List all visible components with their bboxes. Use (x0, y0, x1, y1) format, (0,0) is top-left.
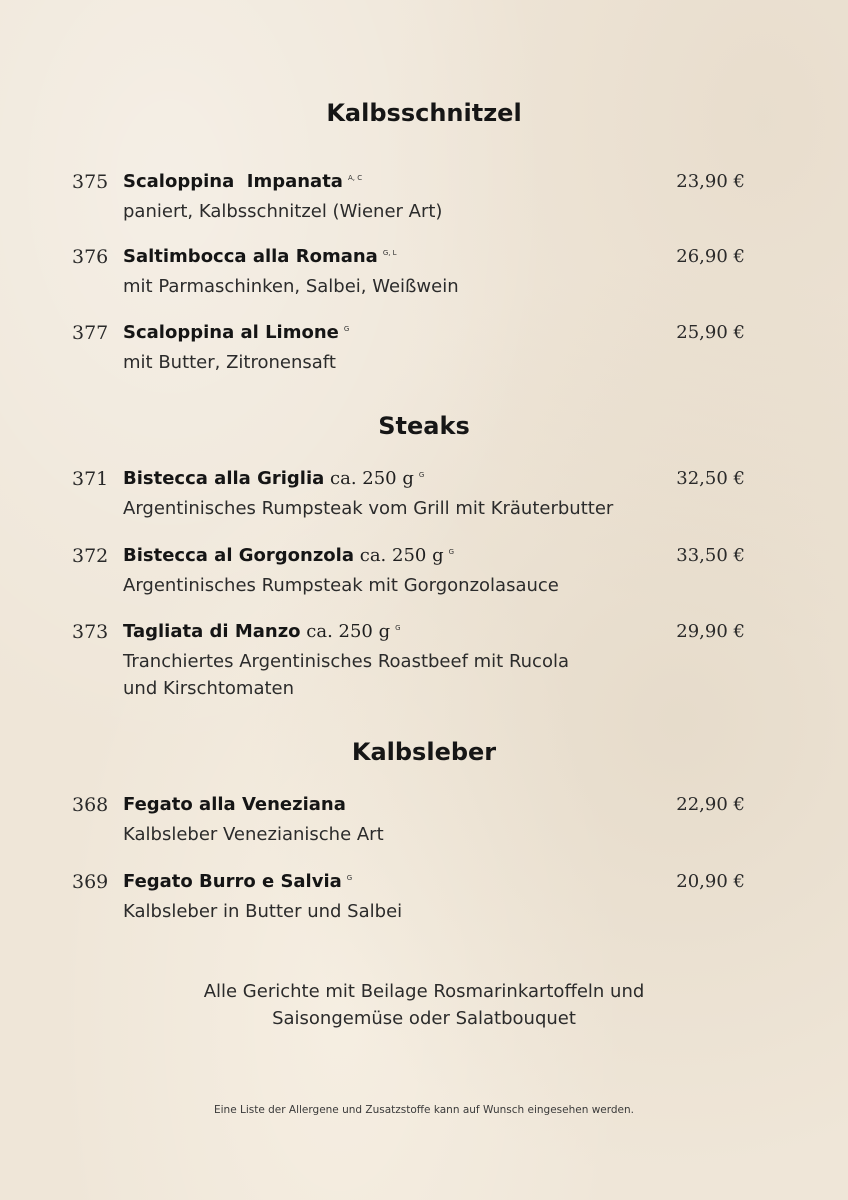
allergen-footer-note: Eine Liste der Allergene und Zusatzstoffe kann auf Wunsch eingesehen werden. (213, 1104, 634, 1116)
item-name: Bistecca al Gorgonzola (123, 545, 354, 566)
item-name: Fegato alla Veneziana (123, 794, 346, 815)
item-name: Saltimbocca alla Romana (123, 246, 378, 267)
item-description: mit Parmaschinken, Salbei, Weißwein (123, 276, 459, 297)
item-name-line (123, 794, 346, 815)
item-description: Kalbsleber in Butter und Salbei (123, 901, 403, 922)
item-number: 376 (72, 246, 109, 268)
item-name: Bistecca alla Griglia (123, 468, 325, 489)
item-price: 33,50 € (676, 545, 745, 566)
item-description: Argentinisches Rumpsteak vom Grill mit Kräuterbutter (123, 498, 614, 519)
item-name: Fegato Burro e Salvia (123, 871, 342, 892)
item-number: 368 (72, 794, 109, 816)
item-number: 369 (72, 871, 109, 893)
side-dish-note-line: Alle Gerichte mit Beilage Rosmarinkartoffeln und (203, 981, 645, 1002)
item-price: 26,90 € (676, 246, 745, 267)
allergen-codes: G (448, 548, 455, 556)
item-name: Tagliata di Manzo (123, 621, 301, 642)
item-price: 25,90 € (676, 322, 745, 343)
item-price: 29,90 € (676, 621, 745, 642)
item-name: Scaloppina al Limone (123, 322, 339, 343)
side-dish-note-line: Saisongemüse oder Salatbouquet (272, 1008, 576, 1029)
section-title-kalbsleber: Kalbsleber (351, 738, 497, 766)
item-description-line: und Kirschtomaten (123, 678, 295, 699)
item-number: 372 (72, 545, 109, 567)
item-name-line (123, 171, 362, 192)
item-number: 371 (72, 468, 109, 490)
item-price: 22,90 € (676, 794, 745, 815)
item-name-line (123, 621, 401, 642)
item-price: 23,90 € (676, 171, 745, 192)
item-name-line (123, 246, 397, 267)
item-description-line: Tranchiertes Argentinisches Roastbeef mit Rucola (123, 651, 570, 672)
item-name-line (123, 545, 454, 566)
allergen-codes: G (346, 874, 353, 882)
item-number: 375 (72, 171, 109, 193)
allergen-codes: G (418, 471, 425, 479)
item-name-line (123, 468, 424, 489)
item-description: paniert, Kalbsschnitzel (Wiener Art) (123, 201, 443, 222)
item-weight: ca. 250 g (306, 621, 391, 642)
item-description: Kalbsleber Venezianische Art (123, 824, 384, 845)
item-name-line (123, 871, 352, 892)
item-number: 373 (72, 621, 109, 643)
item-description: mit Butter, Zitronensaft (123, 352, 336, 373)
item-name-line (123, 322, 349, 343)
item-description (123, 648, 663, 702)
item-description: Argentinisches Rumpsteak mit Gorgonzolasauce (123, 575, 559, 596)
allergen-codes: G (343, 325, 350, 333)
allergen-codes: A, C (347, 174, 363, 182)
section-title-steaks: Steaks (378, 412, 470, 440)
item-price: 32,50 € (676, 468, 745, 489)
item-weight: ca. 250 g (359, 545, 444, 566)
section-title-kalbsschnitzel: Kalbsschnitzel (326, 99, 522, 127)
item-price: 20,90 € (676, 871, 745, 892)
allergen-codes: G, L (382, 249, 397, 257)
allergen-codes: G (395, 624, 401, 632)
item-number: 377 (72, 322, 109, 344)
item-weight: ca. 250 g (330, 468, 414, 489)
side-dish-note (0, 978, 848, 1032)
item-name: Scaloppina Impanata (123, 171, 343, 192)
